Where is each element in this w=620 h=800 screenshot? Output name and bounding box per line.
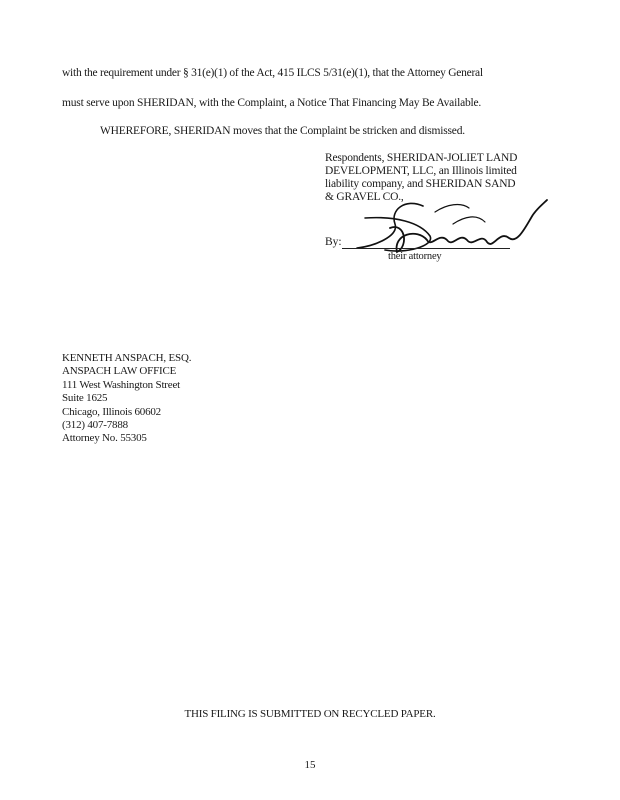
wherefore-clause: WHEREFORE, SHERIDAN moves that the Complaint be stricken and dismissed. xyxy=(100,125,465,137)
attorney-address-block xyxy=(62,352,191,446)
page-number: 15 xyxy=(304,759,316,771)
signature-title: their attorney xyxy=(388,251,442,262)
attorney-phone: (312) 407-7888 xyxy=(62,419,128,432)
attorney-firm: ANSPACH LAW OFFICE xyxy=(62,365,177,378)
attorney-suite: Suite 1625 xyxy=(62,392,108,405)
recycled-paper-note: THIS FILING IS SUBMITTED ON RECYCLED PAPER. xyxy=(184,708,436,720)
attorney-city: Chicago, Illinois 60602 xyxy=(62,405,161,418)
attorney-name: KENNETH ANSPACH, ESQ. xyxy=(62,352,192,364)
body-text-line-2: must serve upon SHERIDAN, with the Complaint, a Notice That Financing May Be Available. xyxy=(62,97,482,109)
attorney-street: 111 West Washington Street xyxy=(62,378,180,391)
respondents-line: DEVELOPMENT, LLC, an Illinois limited xyxy=(325,165,517,177)
body-text-line-1: with the requirement under § 31(e)(1) of the Act, 415 ILCS 5/31(e)(1), that the Attorney General xyxy=(62,67,483,79)
by-label: By: xyxy=(325,236,342,248)
respondents-line: & GRAVEL CO., xyxy=(325,191,404,203)
handwritten-signature xyxy=(335,188,550,268)
respondents-line: liability company, and SHERIDAN SAND xyxy=(325,178,516,190)
respondents-line: Respondents, SHERIDAN-JOLIET LAND xyxy=(325,152,518,164)
signature-line xyxy=(342,248,510,249)
attorney-number: Attorney No. 55305 xyxy=(62,432,147,445)
